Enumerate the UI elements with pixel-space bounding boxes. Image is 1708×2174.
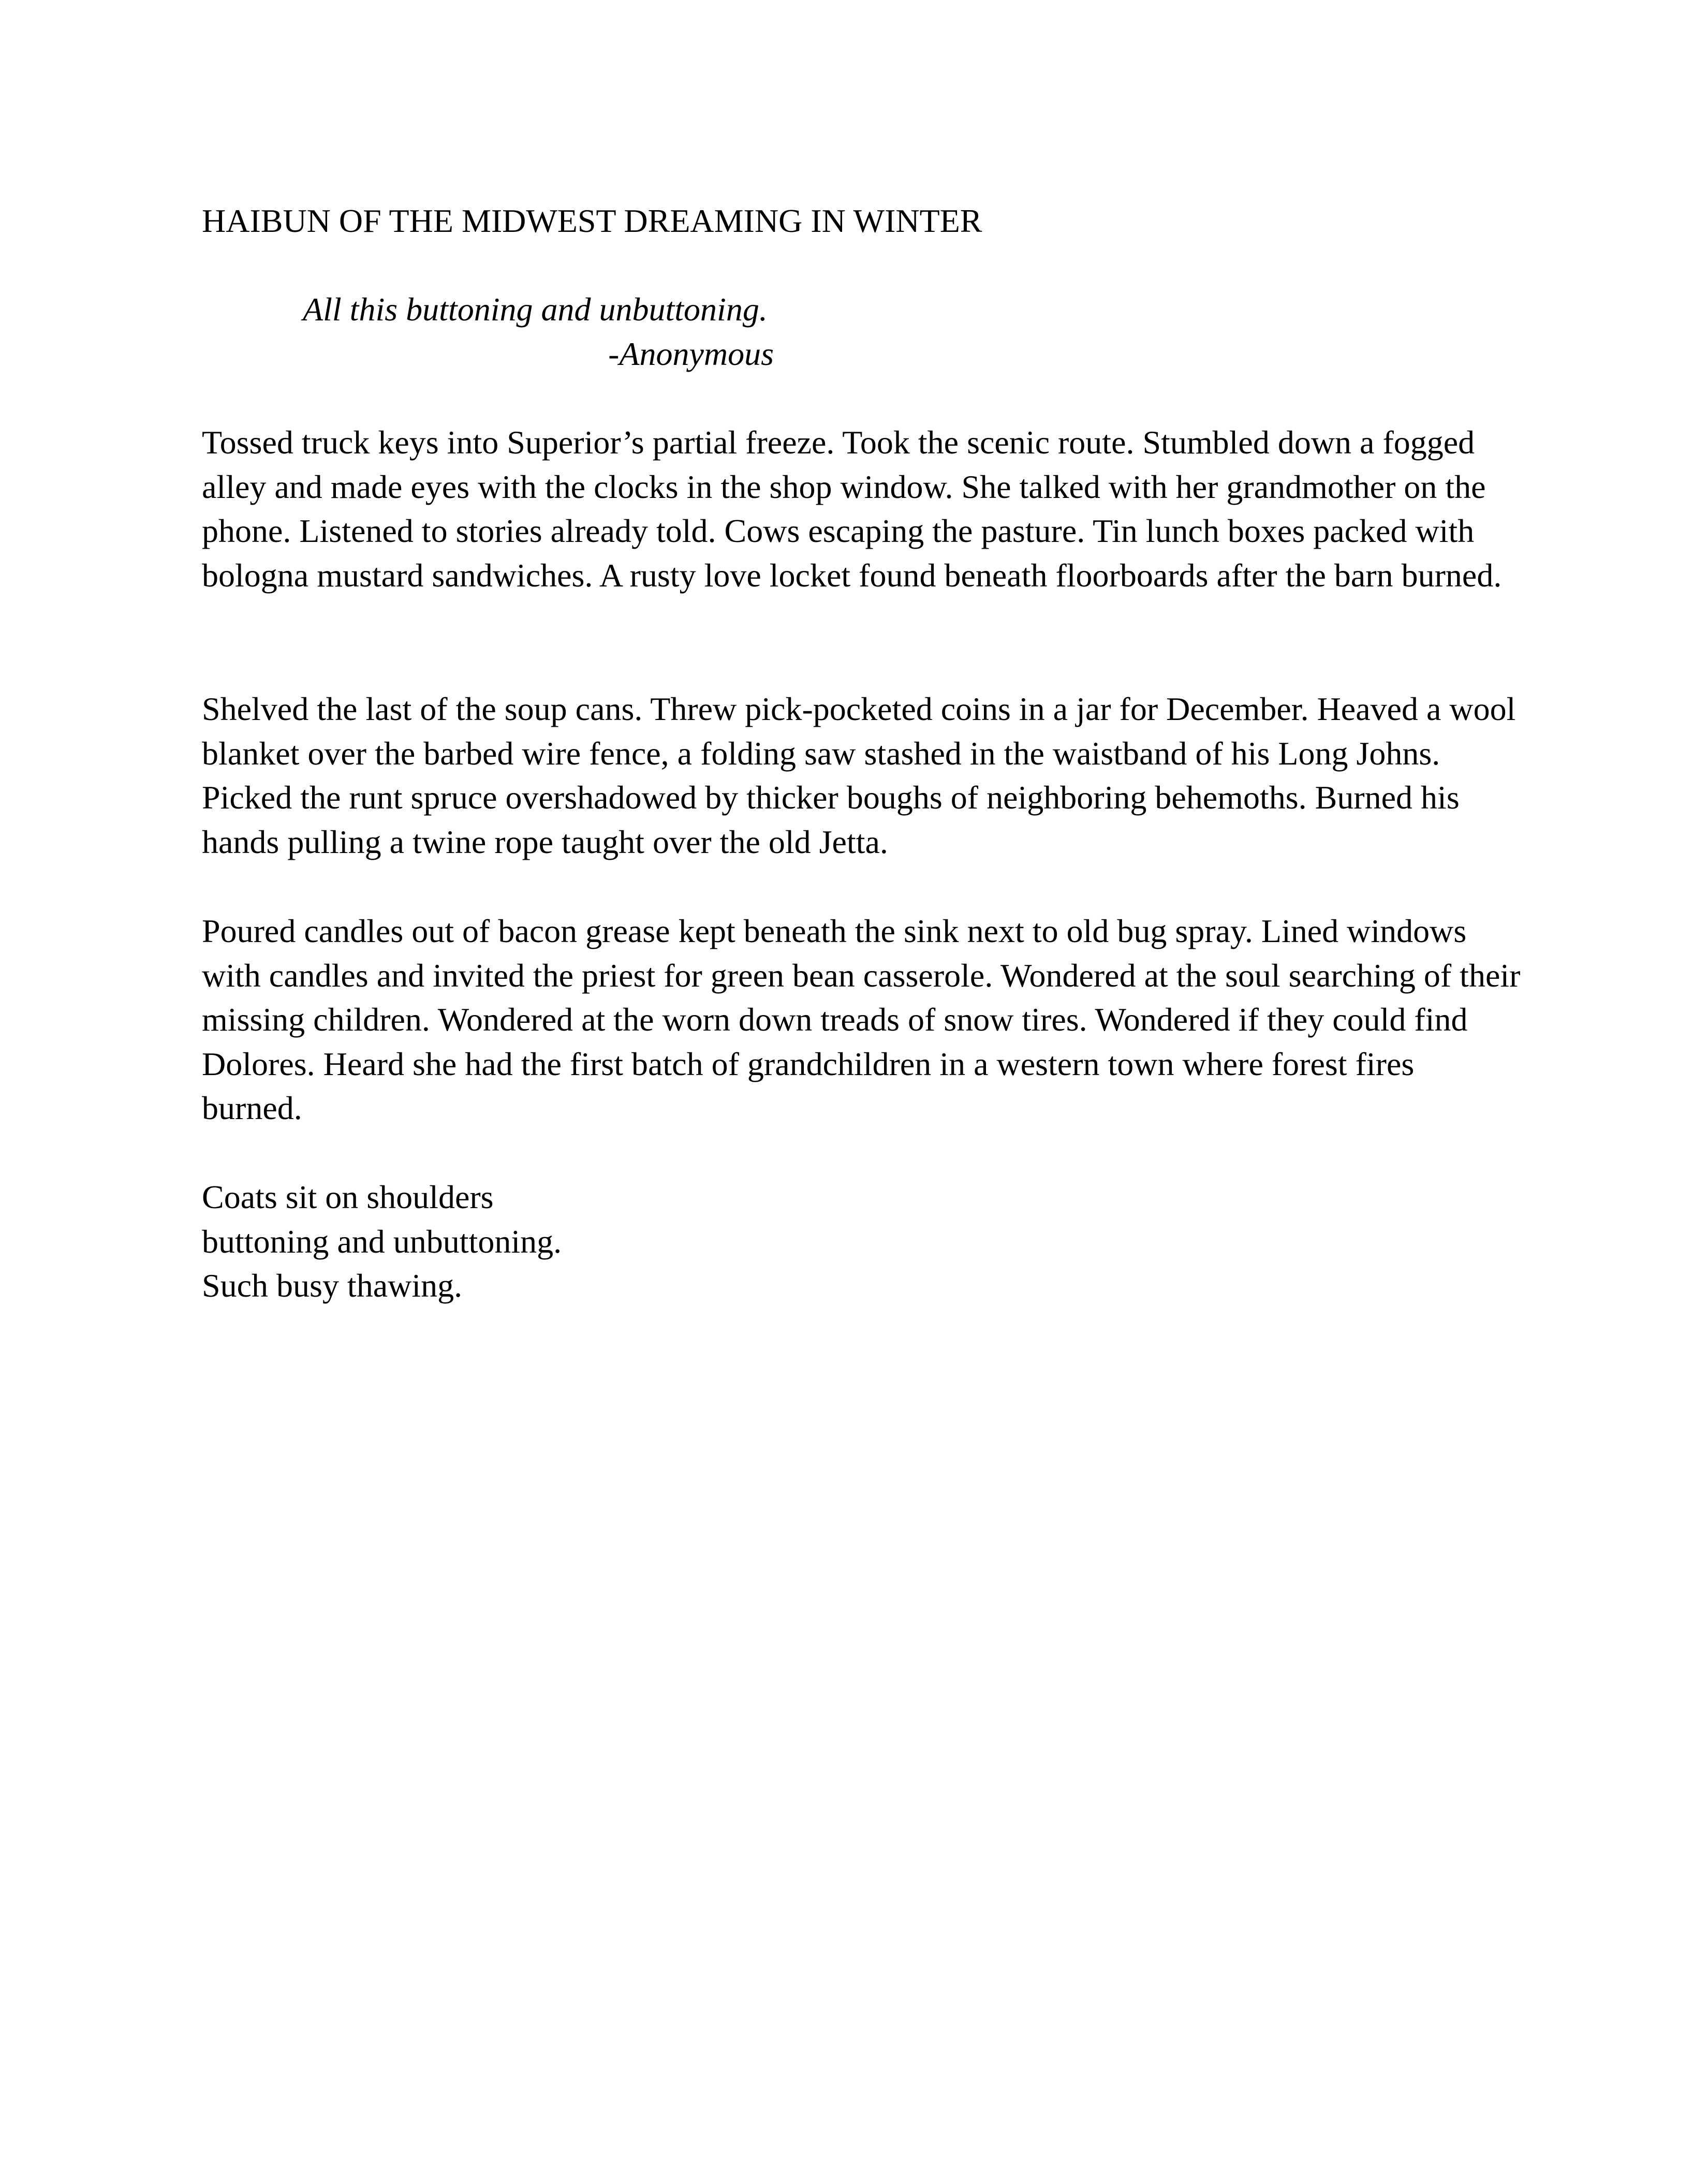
prose-paragraph-1: Tossed truck keys into Superior’s partial freeze. Took the scenic route. Stumbled down a fogged alley and made eyes with the clocks in the shop window. She talked with her grandmother on the phone. Listened to stories already told. Cows escaping the pasture. Tin lunch boxes packed with bologna mustard sandwiches. A rusty love locket found beneath floorboards after the barn burned. xyxy=(202,424,1502,594)
epigraph-quote: All this buttoning and unbuttoning. xyxy=(303,291,768,328)
prose-paragraph-2: Shelved the last of the soup cans. Threw pick-pocketed coins in a jar for December. Heaved a wool blanket over the barbed wire fence, a folding saw stashed in the waistband of his Long Johns. Picked the runt spruce overshadowed by thicker boughs of neighboring behemoths. Burned his hands pulling a twine rope taught over the old Jetta. xyxy=(202,691,1516,860)
haiku xyxy=(202,1175,1522,1308)
epigraph-attribution: -Anonymous xyxy=(608,335,774,372)
haiku-line-1: Coats sit on shoulders xyxy=(202,1179,494,1215)
haiku-line-2: buttoning and unbuttoning. xyxy=(202,1223,562,1260)
poem-title: HAIBUN OF THE MIDWEST DREAMING IN WINTER xyxy=(202,202,982,239)
prose-paragraph-3: Poured candles out of bacon grease kept beneath the sink next to old bug spray. Lined windows with candles and invited the priest for green bean casserole. Wondered at the soul searching of their missing children. Wondered at the worn down treads of snow tires. Wondered if they could find Dolores. Heard she had the first batch of grandchildren in a western town where forest fires burned. xyxy=(202,913,1521,1126)
epigraph xyxy=(303,287,774,376)
haiku-line-3: Such busy thawing. xyxy=(202,1267,463,1304)
